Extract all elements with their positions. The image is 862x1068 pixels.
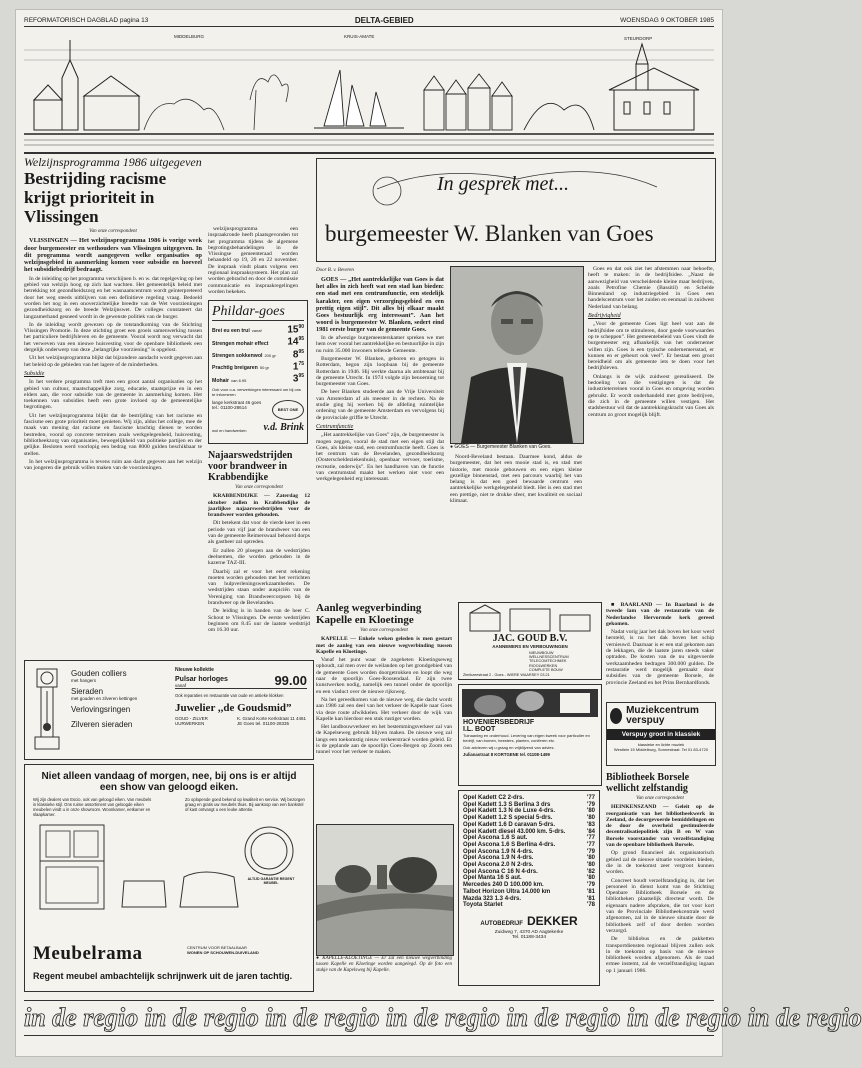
- header-left: REFORMATORISCH DAGBLAD pagina 13: [24, 16, 149, 24]
- car-model: Mercedes 240 D 100.000 km.: [463, 882, 544, 889]
- banner-label-2: KRUIS-AMATE: [344, 34, 375, 39]
- ad-price-note: 50 gr: [259, 365, 269, 371]
- article-subheading: Centrumfunctie: [316, 423, 354, 430]
- article-lead: ■ BAARLAND — In Baarland is de tweede lam van de restauratie van de Nederlandse Hervormde kerk gereed gekomen.: [606, 602, 714, 627]
- interview-title: burgemeester W. Blanken van Goes: [325, 221, 654, 246]
- ad-owner: I.L. BOOT: [463, 726, 496, 733]
- car-list: [463, 795, 595, 909]
- car-year: '80: [586, 862, 595, 869]
- car-year: '81: [586, 888, 595, 895]
- article-paragraph: Goes en dat ook ziet het afstemmen naar behoefte, heeft te maken: in de bedrijfsidee. „Naast de aanwezigheid van verscheidende kleine maar bedrijven, zoals Petrofine Chemie (Bassitil) en Schelde Binnenland op industriegebied in Goes een handelscentrum voor het zuiden en eenmaal in zuidwest Nederland van belang.: [588, 266, 714, 310]
- article-paragraph: Vanaf het punt waar de zogeheten Kloetingseweg ophoudt, zal men over de weilanden op het grondgebied van de gemeente Goes worden doorgetrokken en loopt die weg naar de spoorlijn Goes-Roosendaal. Er zijn twee kunstwerken nodig, namelijk een tunnel onder de spoorlijn en een viaduct over de nieuwe rijksweg.: [316, 657, 452, 695]
- ad-address: Zierikzeestraat 2 - Goes - WIERE WAARSEY 03.21: [463, 673, 550, 677]
- music-note-icon: [610, 708, 622, 724]
- article-lead: VLISSINGEN — Het welzijnsprogramma 1986 is vorige week door burgemeester en wethouders van Vlissingen uitgegeven. In dit programma wordt aangegeven welke organisaties op welzijnsgebied in aanmerking komen voor subsidie en hoeveel het subsidiebedrijf bedraagt.: [24, 237, 202, 274]
- ad-meubelrama: [24, 764, 314, 992]
- ad-subtitle: AANNEMERS EN VERBOUWINGEN: [492, 644, 568, 649]
- car-year: '80: [586, 815, 595, 822]
- car-list-item: [463, 889, 595, 896]
- article-byline: Van onze correspondent: [636, 796, 684, 801]
- car-year: '77: [586, 795, 595, 801]
- ad-services: GOUD - ZILVER UURWERKEN: [175, 716, 208, 726]
- article-paragraph: De leiding is in handen van de heer C. Schout te Vlissingen. De eerste wedstrijden beginnen om 8.45 uur de laatste wedstrijd om 16.30 uur.: [208, 608, 310, 634]
- article-paragraph: Dit betekent dat voor de vierde keer in een periode van vijf jaar de brandweer van een van de gemeente Reimerswaal behoord dorps als gastheer zal optreden.: [208, 520, 310, 546]
- ad-service-item: NIEUWBOUW: [529, 651, 554, 655]
- ad-brand: Meubelrama: [33, 943, 143, 964]
- ad-text: Zo oplopende goed bekend op kwaliteit en service. Wij bezorgen graag en gratis uw meubels thuis. Bij aankoop van een bankstel of kast ontvangt u een leuke attentie.: [185, 797, 305, 812]
- car-list-item: [463, 862, 595, 869]
- footer-strip: in de regio in de regio in de regio in de regio in de regio in de regio in de regio: [24, 1000, 714, 1036]
- ad-price-item: Mohair van 6.95: [212, 377, 247, 384]
- ad-price-value: $14^{95}$: [287, 336, 304, 348]
- article-bibliotheek: [606, 772, 714, 986]
- photo-caption: ● KAPELLE-KLOETINGE — Er zal een nieuwe wegverbinding tussen Kapelle en Kloetinge worden aangelegd. Op de foto een stukje van de Kapelsweg bij Kapelle.: [316, 956, 452, 973]
- car-model: Talbot Horizon Ultra 14.000 km: [463, 888, 551, 895]
- ad-headline: Niet alleen vandaag of morgen, nee, bij ons is er altijd een show van geloogd eiken.: [41, 771, 297, 793]
- ad-address: K. Grand Korte Kerkstraat 11 4461 JE Goes tel. 01100-28335: [237, 716, 306, 726]
- car-model: Opel Kadett 1.3 S Berlina 3 drs: [463, 801, 551, 808]
- ad-price-cents: 95: [298, 336, 304, 343]
- interview-header-box: [316, 158, 716, 262]
- ad-item-note: met gouden en zilveren kettingen: [71, 696, 138, 701]
- interview-tag: In gesprek met...: [437, 173, 569, 195]
- article-racisme: [24, 156, 202, 596]
- car-model: Opel Kadett 1.3 N de Luxe 4-drs.: [463, 808, 556, 815]
- ad-address: lange kerkstraat 46 goes tel.: 01100-28614: [212, 399, 262, 411]
- article-paragraph: Burgemeester W. Blanken, geboren en getogen in Rotterdam, begon zijn loopbaan bij de gemeente Rotterdam in 1946. Hij werkte daarna als ambtenaar bij de gemeente Utrecht. In 1974 volgde zijn benoeming tot burgemeester van Goes.: [316, 355, 444, 388]
- interview-column-c: [588, 266, 714, 596]
- article-paragraph: Het landbouwverkeer en het bestemmingsverkeer zal van de Kapelseweg gebruik blijven maken. De nieuwe weg zal langs een toekomstig nieuw verkeerstracé worden geleid. Er is de geplande aan de spoorlijn Goes-Bergen op Zoom een tunnel voor het verkeer te maken.: [316, 724, 452, 756]
- car-year: '84: [586, 828, 595, 835]
- ad-phildar: [208, 300, 308, 444]
- article-title: Bibliotheek Borsele wellicht zelfstandig: [606, 772, 690, 794]
- ad-subtitle: wol en handwerken: [212, 427, 247, 433]
- ad-price-cents: 95: [298, 373, 304, 380]
- ad-company-name: DEKKER: [526, 913, 578, 928]
- ad-company-name: Muziekcentrum verspuy: [626, 705, 699, 726]
- guarantee-seal: ALTIJD GARANTIE REGENT MEUBEL: [247, 877, 295, 885]
- section-banner-illustration: [24, 30, 714, 154]
- article-lead: KRABBENDIJKE — Zaterdag 12 oktober zullen in Krabbendijke de jaarlijkse najaarswedstrijden voor de brandweer worden gehouden.: [208, 493, 310, 519]
- article-subheading: Bedrijvigheid: [588, 313, 621, 320]
- car-year: '82: [586, 868, 595, 875]
- car-list-item: [463, 795, 595, 802]
- ad-service-list: [529, 651, 569, 672]
- article-byline: Van onze correspondent: [89, 229, 137, 234]
- article-paragraph: „Voor de gemeente Goes ligt heel wat aan de bedrijfsidee om te stimuleren, door goede voorwaarden op te scheppen”. Het gemeentebeleid van Goes vindt de burgemeester erg afhankelijk van het ondernemer willen zijn. Goes is een typische ondernemersstad, er kunnen en er gebeurt ook veel”. Er bestaat een groot bereidheid om als gemeente iets te doen voor het bedrijfsleven.: [588, 321, 714, 372]
- ad-service-item: COMPLETE BOUW: [529, 667, 563, 672]
- ad-price-note: van 6.95: [231, 377, 247, 383]
- ad-footer: Regent meubel ambachtelijk schrijnwerk uit de jaren tachtig.: [33, 971, 293, 981]
- ad-item: Verlovingsringen: [71, 705, 131, 714]
- car-list-item: [463, 849, 595, 856]
- article-byline: Door B. v. Beveren: [316, 268, 354, 273]
- article-paragraph: welzijnsprogramma een inspraakronde heeft plaatsgevonden tot het programma tijdens de algemene begrotingsbehandelingen in de Vlissingse gemeenteraad worden behandeld op 19, 20 en 22 november. De inspraak vindt plaats volgens een regionaal inspraaksysteem. Het plan zal worden gebrachd en door de commissie communicatie en inspraakregelingen worden bekeken.: [208, 226, 298, 295]
- car-list-item: [463, 815, 595, 822]
- ad-product: Pulsar horloges: [175, 676, 228, 683]
- ad-hovenier: [458, 684, 602, 786]
- article-byline: Van onze correspondent: [235, 485, 283, 490]
- car-model: Opel Ascona 1.6 S aut.: [463, 835, 528, 842]
- ad-new-label: Nieuwe kollektie: [175, 667, 214, 673]
- article-paragraph: De bibliobus en de pakketten transportdiensten regionaal blijven zullen ook in de toekomst op basis van de nieuwe bibliotheek worden afgenomen. Als de raad ermee instemt, zal de verzelfstandiging ingaan op 1 januari 1986.: [606, 936, 714, 974]
- ad-price-cents: 95: [298, 348, 304, 355]
- photo-caption: ● GOES — Burgemeester Blanken van Goes.: [450, 444, 552, 450]
- ad-service-item: WELLNESSCENTRUM: [529, 655, 569, 660]
- article-lead: KAPELLE — Enkele weken geleden is men gestart met de aanleg van een nieuwe wegverbinding tussen Kapelle en Kloetinge.: [316, 636, 452, 655]
- article-paragraph: Noord-Beveland bestaan. Daarmee kond, aldus de burgemeester, dat het een mooie stad is, en stad met historie, met mooie gebouwen en een eigen kleine gezellige binnenstad, met een parcours waarbij het van belang is dat een goed bewaarde centrum een aantrekkelijke werkgelegenheid biedt. Het is een stad met een prettige, niet te drukke sfeer, met kwaliteit en sociaal klimaat.: [450, 454, 582, 505]
- header-section: DELTA-GEBIED: [354, 15, 414, 25]
- header-date: WOENSDAG 9 OKTOBER 1985: [620, 16, 714, 24]
- car-list-item: [463, 896, 595, 903]
- ad-price: 99.00: [274, 673, 307, 688]
- photo-burgemeester: [450, 266, 584, 444]
- ad-address: Westlein 15 Middelburg, Sonnestraat. Tel 01 83-4720: [613, 747, 709, 752]
- page-header: [24, 14, 714, 27]
- car-model: Opel Manta 16 S aut.: [463, 875, 522, 882]
- ad-price-note: 200 gr: [264, 352, 276, 358]
- ad-price-value: $8^{95}$: [292, 348, 304, 360]
- ad-price-item: Brei eu een trui vanaf: [212, 328, 262, 335]
- ad-address: Julianastraat 8 KORTGENE tel. 01108-1499: [463, 752, 550, 758]
- car-model: Opel Kadett 1.2 S special 5-drs.: [463, 815, 553, 822]
- article-continuation: [208, 226, 298, 294]
- article-baarland: [606, 602, 714, 698]
- article-paragraph: Er zullen 20 ploegen aan de wedstrijden deelnemen, die worden gehouden in de kazerne TAZ-III.: [208, 547, 310, 567]
- interview-column-b: [450, 454, 582, 596]
- car-year: '77: [586, 841, 595, 848]
- article-paragraph: In de inleiding wordt gewezen op de totstandkoming van de Stichting Vlissingen Promotie. In deze stichting groet een groeis samenwerking tussen het particuliere bedrijfsleven en de gemeente. Vooral wordt nog verwacht dat het verweven van een nieuwe huisvesting voor de openbare bibliotheek een dergelijk onderwerp van deze „belangrijke voorziening” is opgelost.: [24, 321, 202, 354]
- article-kicker: Welzijnsprogramma 1986 uitgegeven: [24, 155, 202, 169]
- ad-price-value: $3^{95}$: [292, 373, 304, 385]
- car-year: '79: [586, 801, 595, 808]
- newspaper-page: [16, 10, 862, 1056]
- article-title: Aanleg wegverbinding Kapelle en Kloetinge: [316, 602, 422, 626]
- ad-shop-name: v.d. Brink: [263, 421, 304, 433]
- car-list-item: [463, 808, 595, 815]
- ad-subtitle: klassieke en lichte muziek: [637, 742, 685, 747]
- article-byline: Van onze correspondent: [360, 628, 408, 633]
- car-list-item: [463, 875, 595, 882]
- car-list-item: [463, 869, 595, 876]
- ad-address: Zuidweg 7, 4370 AD Aagtekerke: [494, 929, 564, 935]
- photo-kapelle-road: [316, 824, 454, 956]
- car-year: '80: [586, 808, 595, 815]
- ad-tagline: Verspuy groot in klassiek: [607, 729, 715, 740]
- article-paragraph: In het welzijnsprogramma is tevens ruim aan dacht gegeven aan het welzijn van jongeren die gebruik willen maken van de voorzieningen.: [24, 458, 202, 472]
- ad-item: Zilveren sieraden: [71, 720, 133, 729]
- car-list-item: [463, 822, 595, 829]
- ad-price-list: [212, 324, 304, 385]
- car-list-item: [463, 835, 595, 842]
- banner-label-3: STEURDORP: [624, 36, 653, 41]
- article-paragraph: In de afwezige burgemeesterskamer spreken we met hem over vooral het aantrekkelijke en bestuurlijke in zijn nu ruim 35.000 inwoners tellende Gemeente.: [316, 335, 444, 354]
- ad-tag: WONEN OP SCHOUWEN-DUIVELAND: [187, 950, 259, 955]
- car-model: Opel Kadett C2 2-drs.: [463, 795, 525, 801]
- car-list-item: [463, 855, 595, 862]
- ad-price-item: Strengen mohair effect: [212, 340, 269, 347]
- car-list-item: [463, 902, 595, 909]
- ad-text: Ook adviezen wij u graag en vrijblijvend van advies.: [463, 744, 555, 750]
- article-subheading: Subsidie: [24, 370, 45, 377]
- ad-autobedrijf-dekker: [458, 790, 600, 986]
- ad-price-value: $1^{75}$: [292, 360, 304, 373]
- car-year: '79: [586, 848, 595, 855]
- ad-price-row: [212, 324, 304, 335]
- car-model: Opel Kadett 1.6 D caravan 5-drs.: [463, 821, 556, 828]
- article-lead: HEINKENSZAND — Geleit op de reorganisatie van het bibliotheekwerk in Zeeland, de decorgevoerde bemiddelingen en de door de overheid gestimuleerde decentralisatiepolitiek zijn B en W van Borsele voorstander van verzelfstandiging van de openbare bibliotheek Borsele.: [606, 804, 714, 849]
- car-model: Opel Ascona C 16 N 4-drs.: [463, 868, 538, 875]
- ad-price-row: [212, 373, 304, 384]
- ad-verspuy: [606, 702, 716, 766]
- ad-price-value: $15^{90}$: [287, 324, 304, 336]
- article-brandweer: [208, 450, 310, 636]
- car-year: '78: [586, 902, 595, 909]
- car-model: Mazda 323 1.3 4-drs.: [463, 895, 522, 902]
- article-paragraph: Concreet houdt verzelfstandiging in, dat het personeel in dienst komt van de Stichting Openbare Bibliotheek Borsele en de bibliotheken plaatselijk directeur wordt. De eigenaars nadere afspraken, die tot voor kort van de Provinciale Bibliotheekcentrale werd afgenomen, zal in de nieuwe situatie door de bibliotheek zelf of door derden worden verzorgd.: [606, 877, 714, 934]
- car-list-item: [463, 882, 595, 889]
- ad-price-row: [212, 336, 304, 347]
- ad-service-item: RIOOLWERKEN: [529, 663, 558, 668]
- ad-price-note: vanaf: [251, 328, 262, 334]
- article-paragraph: Uit het welzijnsprogramma blijkt dat de bestrijding van het racisme en fascisme een grote prioriteit moet genieten. Wij zijn, aldus het college, mee de maak van mening dat racisme en fascisme krachtig dienen te worden bestreden, vooral op concrete terreinen zoals werkgelegenheid, huisvesting, bibliotheekzorg van organisaties, bewegelijkheid van politieke partijen en der gelijke. Besloten werd voorlopig een bedrag van 8000 gulden beschikbaar te stellen.: [24, 412, 202, 457]
- car-model: Toyota Starlet: [463, 902, 503, 909]
- article-title: Najaarswedstrijden voor brandweer in Krabbendijke: [208, 450, 293, 483]
- car-year: '81: [586, 895, 595, 902]
- ad-company-name: JAC. GOUD B.V.: [492, 633, 568, 644]
- article-paragraph: Daarbij zal er voor het eerst rekening moeten worden gehouden met het verrichten van hulpverleningswerkzaamheden. De wedstrijden staan onder auspiciën van de Vereniging van Brandweercorpsen bij de brandweer op de Bevelanden.: [208, 568, 310, 607]
- ad-phone: Tel. 01188-3434: [511, 934, 547, 940]
- ad-company-name: HOVENIERSBEDRIJF: [463, 719, 535, 726]
- article-paragraph: De heer Blanken studeerde aan de Vrije Universiteit van Amsterdam af als meester in de rechten. Na de studie ging hij werken bij de afdeling ruimtelijke ordening van de gemeente Amsterdam en vervolgens bij de provinciale griffie te Utrecht.: [316, 389, 444, 421]
- ad-goudsmid: [24, 660, 314, 760]
- article-paragraph: Uit het welzijnsprogramma blijkt dat bijzondere aandacht wordt gegeven aan het beleid op de gebieden van het lagere of de minderheden.: [24, 355, 202, 368]
- car-list-item: [463, 802, 595, 809]
- car-model: Opel Ascona 1.9 N 4-drs.: [463, 848, 534, 855]
- ad-item: Gouden colliers: [71, 669, 127, 678]
- ad-item-note: met hangers: [71, 678, 97, 683]
- car-model: Opel Ascona 1.6 S Berlina 4-drs.: [463, 841, 556, 848]
- ad-tag: CENTRUM VOOR BETAALBAAR: [187, 945, 247, 950]
- car-model: Opel Ascona 1.9 N 4-drs.: [463, 855, 534, 862]
- ad-price-item: Prachtig breigaren 50 gr: [212, 365, 269, 372]
- car-list-item: [463, 829, 595, 836]
- car-list-item: [463, 842, 595, 849]
- banner-label-1: MIDDELBURG: [174, 34, 205, 39]
- car-model: Opel Kadett diesel 43.000 km. 5-drs.: [463, 828, 566, 835]
- car-year: '79: [586, 882, 595, 889]
- ad-price-item: Strengen sokkenwol 200 gr: [212, 352, 276, 359]
- ad-price-row: [212, 349, 304, 360]
- article-title: Bestrijding racisme krijgt prioriteit in Vlissingen: [24, 169, 167, 226]
- article-paragraph: Nadat vorig jaar het dak boven het koor werd hersteld, is nu het dak boven het schip vernieuwd. Daarnaar is er een stal gekomen aan de lekkagen, die de laatste jaren steeds vaker optraden. De kosten van de nu uitgevoerde werkzaamheden bedragen 300.000 gulden. De restauratie werd mogelijk gemaakt door subsidies van de gemeente Borsele, de provincie Zeeland en het Prins Bernhardfonds.: [606, 629, 714, 686]
- ad-text: Wij zijn dealers van Escio, ook van geloogd eiken. Van meubels in klassieke stijl. Ons ruime assortiment van geloogde eiken meubelen vindt u in onze showroom. Woonkamer, eetkamer en slaapkamer.: [33, 797, 152, 817]
- article-paragraph: Onlangs is de wijk zuidwest gerealiseerd. De bedoeling van die vestigingen is dat de industrieterreinen vooral in Goes en omgeving worden gebruikt. Er wordt onderhandeld met grote bedrijven, die zich in de gemeente willen vestigen. Het stadsbestuur wil dat de aantrekkingskracht van Goes als centrum zo groot mogelijk blijft.: [588, 373, 714, 418]
- ad-text: Tuinaanleg en onderhoud. Levering van eigen kweek voor particulier en bedrijf, van bomen, heesters, planten, coniferen etc.: [463, 733, 590, 743]
- ad-product-note: vanaf: [175, 683, 187, 688]
- car-year: '80: [586, 855, 595, 862]
- article-paragraph: Op grond financieel als organisatorisch gebied zal de nieuwe situatie voordelen bieden, die in de toekomst zeer vergroot kunnen worden.: [606, 850, 714, 876]
- car-year: '80: [586, 875, 595, 882]
- ad-repair-note: Ook reparaties en restauratie van oude en antieke klokken: [175, 693, 284, 698]
- article-paragraph: In het verdere programma treft men een groot aantal organisaties op het gebied van cultuur, maatschappelijke zorg, educatie, staatsprijze en in een elders aan, die voor subsidie van de gemeente in aanmerking komen. Het toekennen van subsidies heeft een grote invloed op de gemeentelijke begrotingen.: [24, 379, 202, 411]
- article-paragraph: Na het gereedkomen van de nieuwe weg, die dacht wordt aan 1986 zal een deel van het verkeer de Kapelle naar Goes via deze route afwikkelen. Het verkeer door de wijk van Kapelle kan hierdoor een stuk rustiger worden.: [316, 696, 452, 722]
- best-one-logo: BEST ONE: [272, 400, 304, 420]
- ad-price-cents: 90: [298, 324, 304, 330]
- article-paragraph: „Het aantrekkelijke van Goes” zijn, de burgemeester is mogen zeggen, vooral de stad met een eigen stijl dat Goes, als kleine stad, een centrumfunctie heeft. Goes is het centrum van de Bevelanden, gezondheidszorg (Oosterscheldeziekenhuis), openbaar vervoer, toerisme, recreatie, onderwijs”. En het handhaven van de functie van centrumstad maakt het werken niet voor een werkgelegenheid erg interessant.: [316, 432, 444, 483]
- ad-jac-goud: [458, 602, 602, 680]
- ad-store-name: Juwelier ,,de Goudsmid”: [175, 702, 292, 714]
- ad-item: Sieraden: [71, 687, 104, 696]
- ad-company-prefix: AUTOBEDRIJF: [480, 920, 523, 927]
- article-kapelle: [316, 602, 452, 820]
- car-model: Opel Ascona 2.0 N 2-drs.: [463, 862, 534, 869]
- article-paragraph: In de inleiding op het programma verschijnen b. en w. dat regelgeving op het gebied van welzijn hoog op zich laat wachten. Het gemeentelijk beleid met betrekking tot gezondheidszorg en het wasnaamcentrum wordt geïnterpreteerd door het weg steeds uitblijven van een definitieve regeling vraag. Bedoeld worden het nog in een onoverzichtelijke breedte van de Wet voorzieningen gezondheidszorg en de breede Welzijnswet. De colleges constateert dat langzamerhand gesneed wordt in de gewenste politiek van de burger.: [24, 275, 202, 320]
- ad-service-item: TELECOMTECHNIEK: [529, 659, 567, 664]
- ad-brand: Phildar-goes: [212, 304, 304, 321]
- ad-price-row: [212, 361, 304, 372]
- car-year: '83: [586, 821, 595, 828]
- article-lead: GOES — „Het aantrekkelijke van Goes is dat het alles in zich heeft wat een stad kan bieden: een stad met een centrumfunctie, een stedelijk karakter, een eigen verzorgingsgebied en een prettig eigen stijl”. Dit alles bij elkaar maakt Goes bestuurlijk erg interessant”. Aan het woord is burgemeester W. Blanken, sedert eind 1981 eerste burger van de gemeente Goes.: [316, 276, 444, 333]
- car-year: '77: [586, 835, 595, 842]
- ad-price-cents: 75: [298, 360, 304, 367]
- ad-footnote: Ook voor o.a. verwerkingen interessant om bij ons te informeren: [212, 386, 301, 397]
